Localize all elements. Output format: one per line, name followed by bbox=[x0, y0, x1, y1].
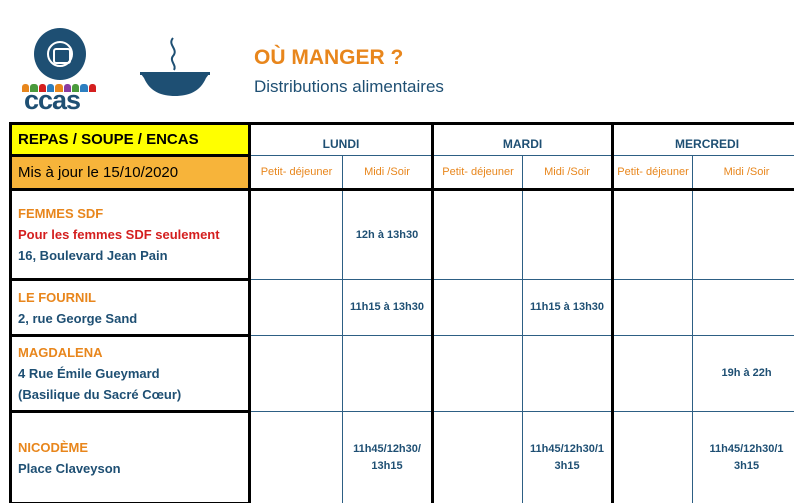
time-slot bbox=[343, 336, 433, 412]
location-cell bbox=[11, 280, 250, 336]
location-address: Place Claveyson bbox=[18, 460, 121, 476]
meal-header: Petit- déjeuner bbox=[250, 156, 343, 190]
time-slot bbox=[250, 336, 343, 412]
time-slot bbox=[250, 190, 343, 280]
location-cell bbox=[11, 190, 250, 280]
table-row bbox=[11, 412, 794, 503]
day-header-mardi: MARDI bbox=[433, 124, 613, 156]
table-row bbox=[11, 280, 794, 336]
location-cell bbox=[11, 412, 250, 503]
location-address: 4 Rue Émile Gueymard bbox=[18, 366, 160, 381]
time-slot bbox=[613, 412, 693, 503]
location-note: Pour les femmes SDF seulement bbox=[18, 227, 220, 242]
time-slot bbox=[433, 412, 523, 503]
time-slot bbox=[523, 336, 613, 412]
table-row bbox=[11, 190, 794, 280]
location-name: MAGDALENA bbox=[18, 345, 103, 360]
table-row bbox=[11, 336, 794, 412]
location-name: NICODÈME bbox=[18, 439, 89, 455]
day-header-lundi: LUNDI bbox=[250, 124, 433, 156]
time-slot: 19h à 22h bbox=[693, 336, 794, 412]
meal-header: Midi /Soir bbox=[523, 156, 613, 190]
location-address: 16, Boulevard Jean Pain bbox=[18, 248, 168, 263]
schedule-table bbox=[9, 122, 794, 503]
time-slot bbox=[250, 280, 343, 336]
time-slot bbox=[433, 280, 523, 336]
location-address: (Basilique du Sacré Cœur) bbox=[18, 387, 182, 402]
time-slot bbox=[433, 336, 523, 412]
time-slot bbox=[250, 412, 343, 503]
location-cell bbox=[11, 336, 250, 412]
page-subtitle: Distributions alimentaires bbox=[254, 77, 444, 96]
ccas-grenoble-logo-icon bbox=[22, 28, 98, 115]
grenoble-seal-icon bbox=[34, 28, 86, 80]
category-label: REPAS / SOUPE / ENCAS bbox=[11, 124, 250, 156]
time-slot bbox=[613, 336, 693, 412]
time-slot: 11h45/12h30/1 3h15 bbox=[693, 412, 794, 503]
time-slot: 11h45/12h30/ 13h15 bbox=[343, 412, 433, 503]
time-slot bbox=[523, 190, 613, 280]
page-title: OÙ MANGER ? bbox=[254, 46, 404, 69]
meal-header: Midi /Soir bbox=[693, 156, 794, 190]
time-slot bbox=[613, 280, 693, 336]
time-slot: 11h15 à 13h30 bbox=[343, 280, 433, 336]
time-slot bbox=[433, 190, 523, 280]
time-slot bbox=[693, 190, 794, 280]
meal-header: Midi /Soir bbox=[343, 156, 433, 190]
day-header-mercredi: MERCREDI bbox=[613, 124, 794, 156]
ccas-wordmark: ccas bbox=[24, 85, 81, 115]
time-slot bbox=[693, 280, 794, 336]
time-slot: 12h à 13h30 bbox=[343, 190, 433, 280]
time-slot: 11h15 à 13h30 bbox=[523, 280, 613, 336]
location-name: LE FOURNIL bbox=[18, 289, 96, 305]
location-name: FEMMES SDF bbox=[18, 206, 104, 221]
time-slot: 11h45/12h30/1 3h15 bbox=[523, 412, 613, 503]
soup-bowl-icon bbox=[140, 36, 210, 98]
meal-header: Petit- déjeuner bbox=[613, 156, 693, 190]
update-date-label: Mis à jour le 15/10/2020 bbox=[11, 156, 250, 190]
time-slot bbox=[613, 190, 693, 280]
location-address: 2, rue George Sand bbox=[18, 310, 138, 326]
meal-header: Petit- déjeuner bbox=[433, 156, 523, 190]
